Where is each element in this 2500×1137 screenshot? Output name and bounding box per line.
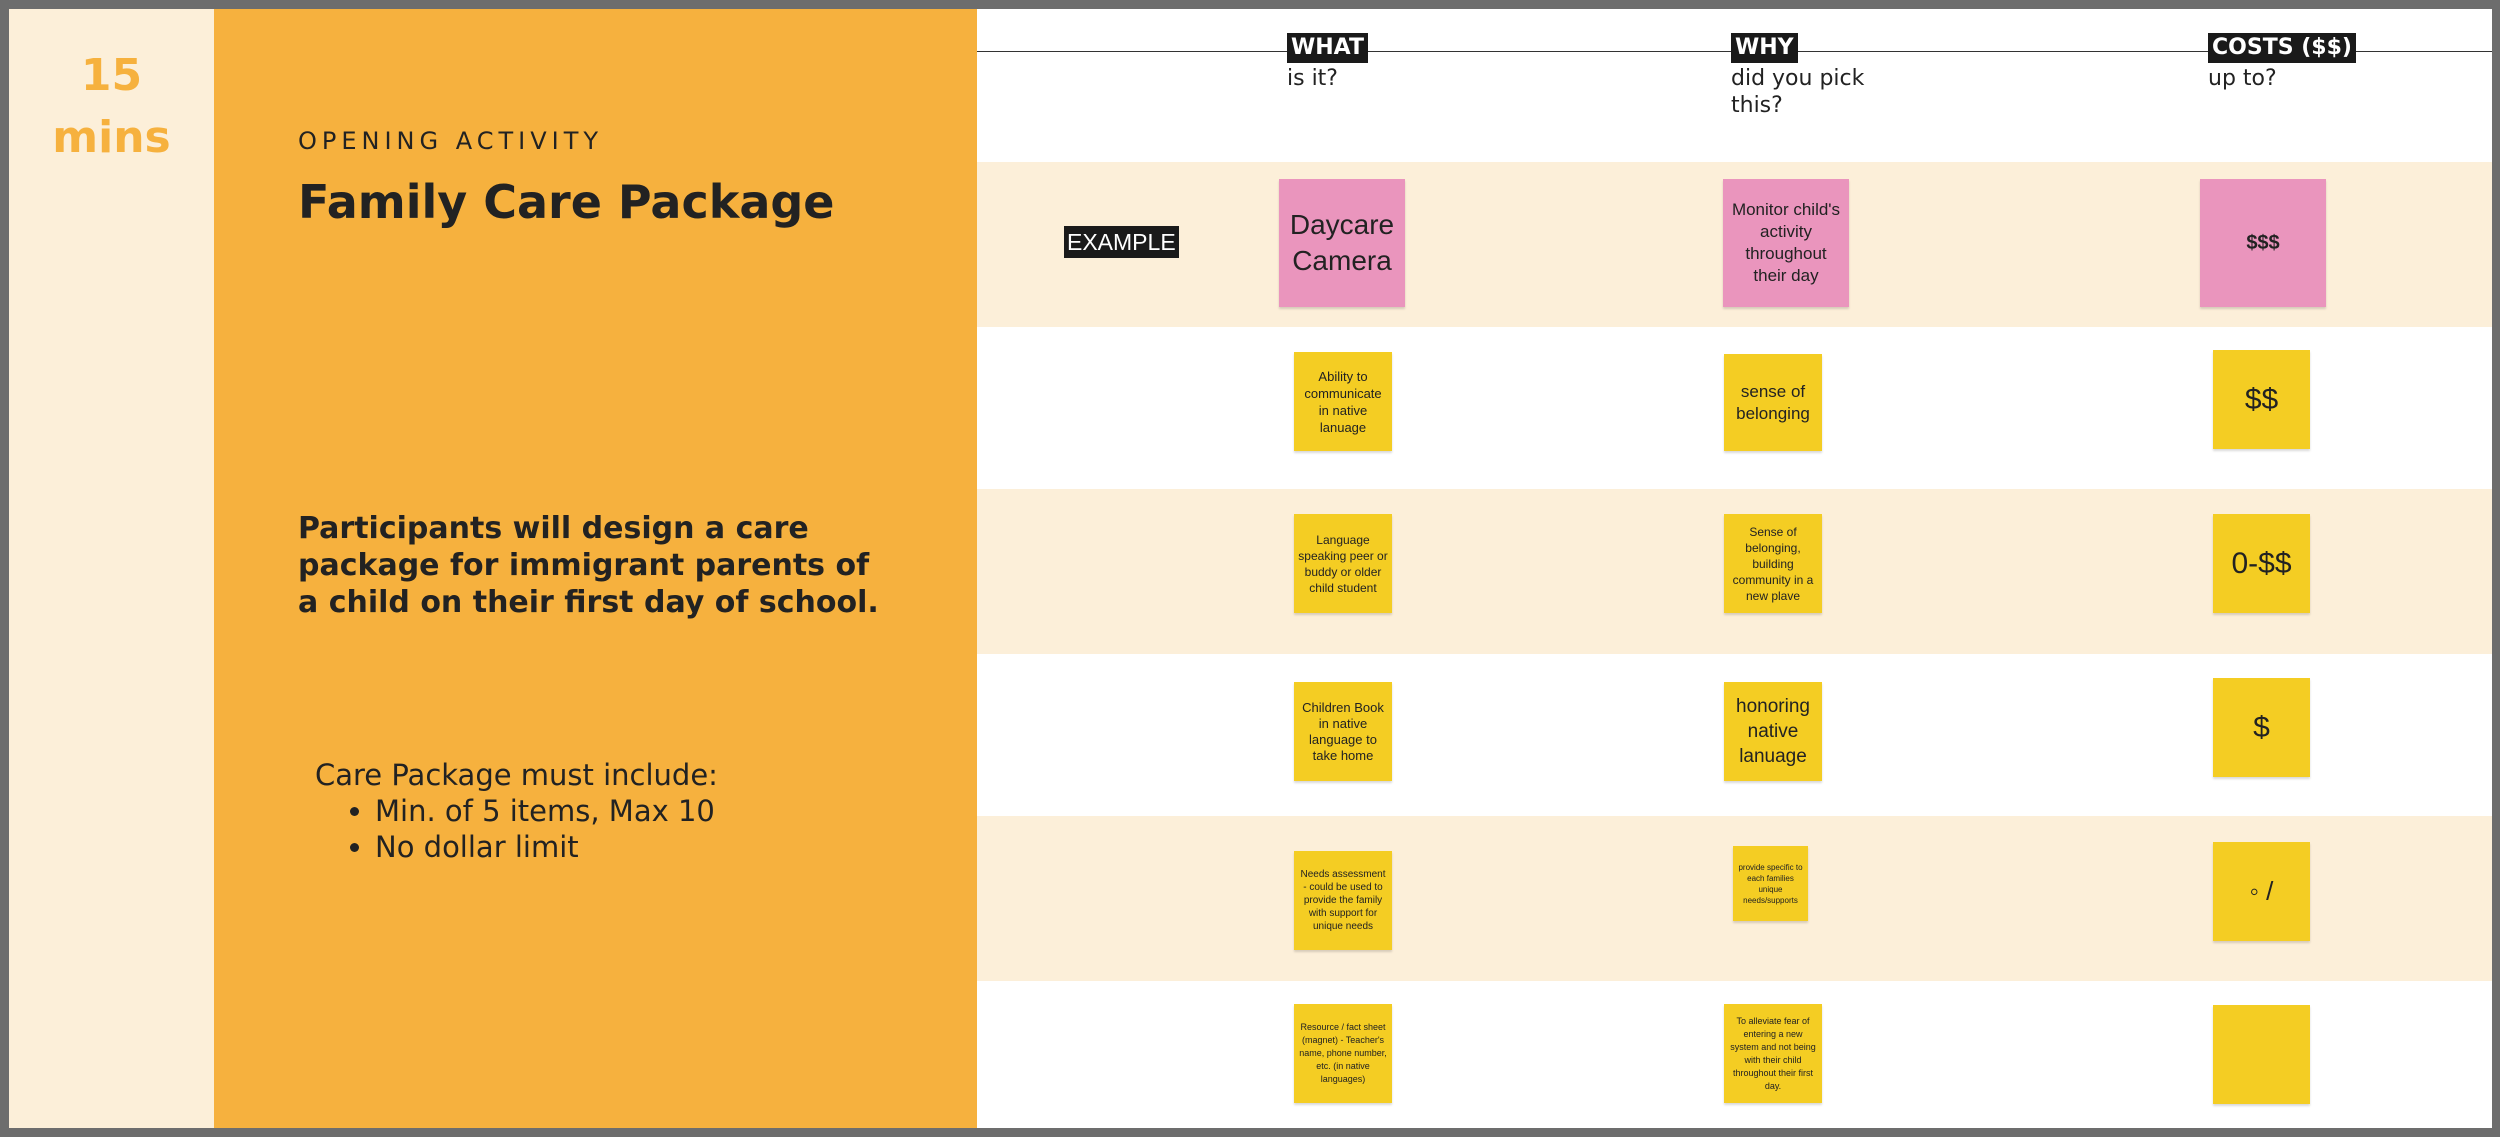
sticky-note-why[interactable] bbox=[1724, 514, 1822, 613]
sticky-note-text: $$ bbox=[2244, 382, 2279, 416]
example-tag: EXAMPLE bbox=[1064, 226, 1179, 258]
sticky-note-text: Needs assessment - could be used to provide the family with support for unique needs bbox=[1300, 869, 1386, 932]
sticky-note-text: Children Book in native language to take home bbox=[1302, 699, 1384, 763]
column-header-why bbox=[1731, 33, 1911, 119]
sticky-note-text: Ability to communicate in native lanuage bbox=[1304, 368, 1382, 435]
time-column bbox=[9, 9, 214, 1128]
requirements-list bbox=[315, 793, 875, 865]
sticky-note-why[interactable] bbox=[1724, 1004, 1822, 1103]
activity-kicker: OPENING ACTIVITY bbox=[298, 127, 604, 155]
duration-number: 15 bbox=[80, 50, 143, 101]
sticky-note-text: $$$ bbox=[2246, 231, 2280, 254]
activity-intro-panel bbox=[214, 9, 977, 1128]
sticky-note-text: Monitor child's activity throughout their day bbox=[1731, 200, 1841, 285]
column-header-what bbox=[1287, 33, 1537, 92]
sticky-note-what[interactable] bbox=[1294, 1004, 1392, 1103]
sticky-note-why[interactable] bbox=[1724, 682, 1822, 781]
sticky-note-text: $ bbox=[2253, 710, 2270, 744]
whiteboard-canvas bbox=[9, 9, 2492, 1128]
sticky-note-text: sense of belonging bbox=[1736, 381, 1810, 423]
sticky-note-text: Daycare Camera bbox=[1289, 209, 1395, 276]
requirement-item: • Min. of 5 items, Max 10 bbox=[375, 793, 875, 829]
column-subtitle-what: is it? bbox=[1287, 66, 1338, 91]
sticky-note-text: ◦ / bbox=[2249, 876, 2274, 906]
sticky-note-what[interactable] bbox=[1294, 514, 1392, 613]
column-subtitle-costs: up to? bbox=[2208, 66, 2277, 91]
column-tag-why: WHY bbox=[1731, 33, 1798, 63]
sticky-note-cost[interactable] bbox=[2213, 842, 2310, 941]
duration-label bbox=[9, 45, 214, 169]
sticky-note-example-cost[interactable] bbox=[2200, 179, 2326, 307]
sticky-note-cost[interactable] bbox=[2213, 514, 2310, 613]
activity-title: Family Care Package bbox=[298, 175, 835, 229]
requirements-title: Care Package must include: bbox=[315, 758, 718, 792]
sticky-note-text: 0-$$ bbox=[2231, 546, 2292, 580]
sticky-note-what[interactable] bbox=[1294, 352, 1392, 451]
sticky-note-text: provide specific to each families unique needs/supports bbox=[1738, 862, 1803, 905]
column-header-costs bbox=[2208, 33, 2458, 92]
sticky-note-cost[interactable] bbox=[2213, 350, 2310, 449]
sticky-note-text: Sense of belonging, building community in a new plave bbox=[1732, 524, 1814, 603]
sticky-note-why[interactable] bbox=[1724, 354, 1822, 451]
column-tag-what: WHAT bbox=[1287, 33, 1368, 63]
sticky-note-text: honoring native lanuage bbox=[1736, 696, 1810, 767]
sticky-note-what[interactable] bbox=[1294, 682, 1392, 781]
sticky-note-text: Resource / fact sheet (magnet) - Teacher's name, phone number, etc. (in native languages) bbox=[1299, 1022, 1387, 1084]
sticky-note-text: To alleviate fear of entering a new system and not being with their child throughout their first day. bbox=[1730, 1015, 1816, 1091]
activity-description: Participants will design a care package for immigrant parents of a child on their first day of school. bbox=[298, 511, 879, 620]
duration-unit: mins bbox=[52, 112, 171, 163]
column-subtitle-why: did you pick this? bbox=[1731, 66, 1865, 118]
column-tag-costs: COSTS ($$) bbox=[2208, 33, 2356, 63]
sticky-note-example-what[interactable] bbox=[1279, 179, 1405, 307]
sticky-note-example-why[interactable] bbox=[1723, 179, 1849, 307]
sticky-note-cost[interactable] bbox=[2213, 678, 2310, 777]
sticky-note-cost-empty[interactable] bbox=[2213, 1005, 2310, 1104]
requirement-item: • No dollar limit bbox=[375, 829, 875, 865]
sticky-note-why[interactable] bbox=[1733, 846, 1808, 921]
sticky-note-text: Language speaking peer or buddy or older child student bbox=[1298, 532, 1388, 595]
requirements-block bbox=[315, 757, 875, 865]
sticky-note-what[interactable] bbox=[1294, 851, 1392, 950]
